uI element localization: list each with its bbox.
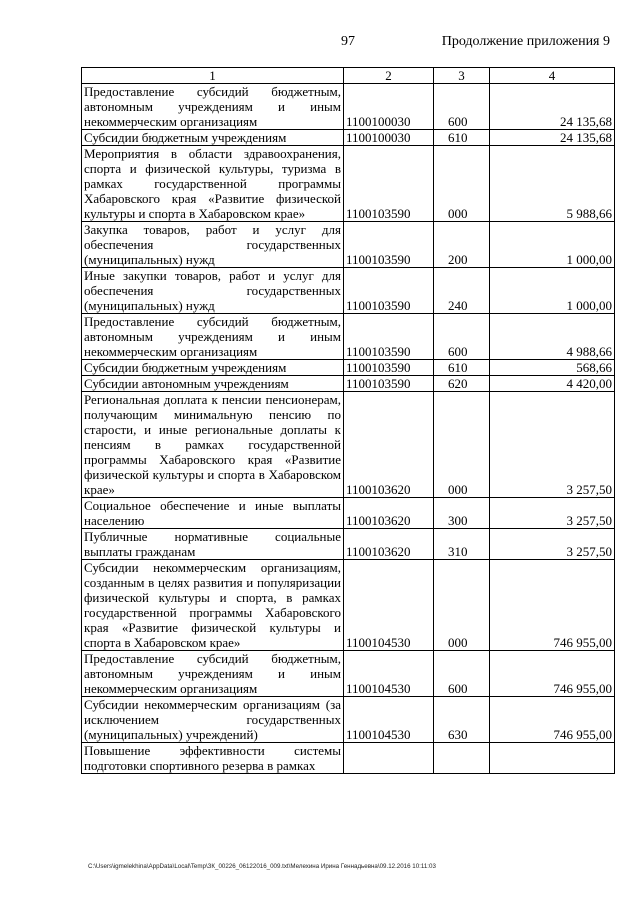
column-header-4: 4 [490, 68, 615, 84]
row-code: 1100103590 [344, 222, 434, 268]
row-name: Иные закупки товаров, работ и услуг для обеспечения государственных (муниципальных) нужд [82, 268, 344, 314]
row-name: Повышение эффективности системы подготовки спортивного резерва в рамках [82, 743, 344, 774]
row-code: 1100103590 [344, 146, 434, 222]
row-amount: 1 000,00 [490, 222, 615, 268]
table-row [82, 651, 615, 697]
row-type: 200 [434, 222, 490, 268]
row-code: 1100103620 [344, 392, 434, 498]
table-row [82, 392, 615, 498]
row-type: 600 [434, 314, 490, 360]
row-name: Предоставление субсидий бюджетным, автономным учреждениям и иным некоммерческим организациям [82, 651, 344, 697]
row-type: 240 [434, 268, 490, 314]
row-amount: 5 988,66 [490, 146, 615, 222]
row-amount: 3 257,50 [490, 498, 615, 529]
table-header-row [82, 68, 615, 84]
row-type: 600 [434, 651, 490, 697]
row-name: Публичные нормативные социальные выплаты гражданам [82, 529, 344, 560]
table-row [82, 743, 615, 774]
table-row [82, 529, 615, 560]
row-amount [490, 743, 615, 774]
table-row [82, 560, 615, 651]
row-code: 1100104530 [344, 697, 434, 743]
column-header-2: 2 [344, 68, 434, 84]
row-name: Субсидии автономным учреждениям [82, 376, 344, 392]
row-amount: 1 000,00 [490, 268, 615, 314]
row-name: Региональная доплата к пенсии пенсионерам, получающим минимальную пенсию по старости, и иные региональные доплаты к пенсиям в рамках государственной программы Хабаровского края «Развитие физической культуры и спорта в Хабаровском крае» [82, 392, 344, 498]
continuation-label: Продолжение приложения 9 [441, 34, 610, 49]
row-amount: 24 135,68 [490, 84, 615, 130]
row-code: 1100100030 [344, 84, 434, 130]
table-row [82, 130, 615, 146]
row-name: Субсидии бюджетным учреждениям [82, 360, 344, 376]
table-row [82, 360, 615, 376]
row-type: 000 [434, 392, 490, 498]
column-header-1: 1 [82, 68, 344, 84]
row-amount: 24 135,68 [490, 130, 615, 146]
row-type: 610 [434, 130, 490, 146]
row-code: 1100103620 [344, 498, 434, 529]
row-name: Субсидии некоммерческим организациям, созданным в целях развития и популяризации физической культуры и спорта, в рамках государственной программы Хабаровского края «Развитие физической культуры и спорта в Хабаровском крае» [82, 560, 344, 651]
budget-table [81, 67, 615, 774]
row-name: Социальное обеспечение и иные выплаты населению [82, 498, 344, 529]
row-type: 000 [434, 560, 490, 651]
row-code [344, 743, 434, 774]
row-code: 1100103590 [344, 314, 434, 360]
row-amount: 4 988,66 [490, 314, 615, 360]
row-type: 600 [434, 84, 490, 130]
table-row [82, 146, 615, 222]
footer-file-path: C:\Users\igmelekhina\AppData\Local\Temp\ЗК_00226_06122016_009.txt\Мелехина Ирина Геннадьевна\09.12.2016 10:11:03 [88, 863, 436, 870]
row-amount: 3 257,50 [490, 392, 615, 498]
row-name: Мероприятия в области здравоохранения, спорта и физической культуры, туризма в рамках государственной программы Хабаровского края «Развитие физической культуры и спорта в Хабаровском крае» [82, 146, 344, 222]
table-row [82, 376, 615, 392]
row-code: 1100103590 [344, 376, 434, 392]
row-amount: 746 955,00 [490, 560, 615, 651]
row-amount: 746 955,00 [490, 697, 615, 743]
row-amount: 4 420,00 [490, 376, 615, 392]
row-name: Субсидии некоммерческим организациям (за исключением государственных (муниципальных) учреждений) [82, 697, 344, 743]
row-type [434, 743, 490, 774]
row-name: Предоставление субсидий бюджетным, автономным учреждениям и иным некоммерческим организациям [82, 84, 344, 130]
table-row [82, 498, 615, 529]
row-type: 620 [434, 376, 490, 392]
row-code: 1100103620 [344, 529, 434, 560]
row-name: Субсидии бюджетным учреждениям [82, 130, 344, 146]
table-row [82, 697, 615, 743]
row-amount: 746 955,00 [490, 651, 615, 697]
row-type: 310 [434, 529, 490, 560]
row-code: 1100103590 [344, 268, 434, 314]
row-name: Предоставление субсидий бюджетным, автономным учреждениям и иным некоммерческим организациям [82, 314, 344, 360]
row-name: Закупка товаров, работ и услуг для обеспечения государственных (муниципальных) нужд [82, 222, 344, 268]
row-code: 1100100030 [344, 130, 434, 146]
row-type: 000 [434, 146, 490, 222]
row-code: 1100104530 [344, 560, 434, 651]
row-code: 1100103590 [344, 360, 434, 376]
row-code: 1100104530 [344, 651, 434, 697]
row-amount: 568,66 [490, 360, 615, 376]
table-row [82, 268, 615, 314]
table-row [82, 84, 615, 130]
page-number: 97 [341, 34, 355, 49]
row-type: 630 [434, 697, 490, 743]
column-header-3: 3 [434, 68, 490, 84]
table-row [82, 314, 615, 360]
row-type: 300 [434, 498, 490, 529]
row-type: 610 [434, 360, 490, 376]
table-row [82, 222, 615, 268]
row-amount: 3 257,50 [490, 529, 615, 560]
